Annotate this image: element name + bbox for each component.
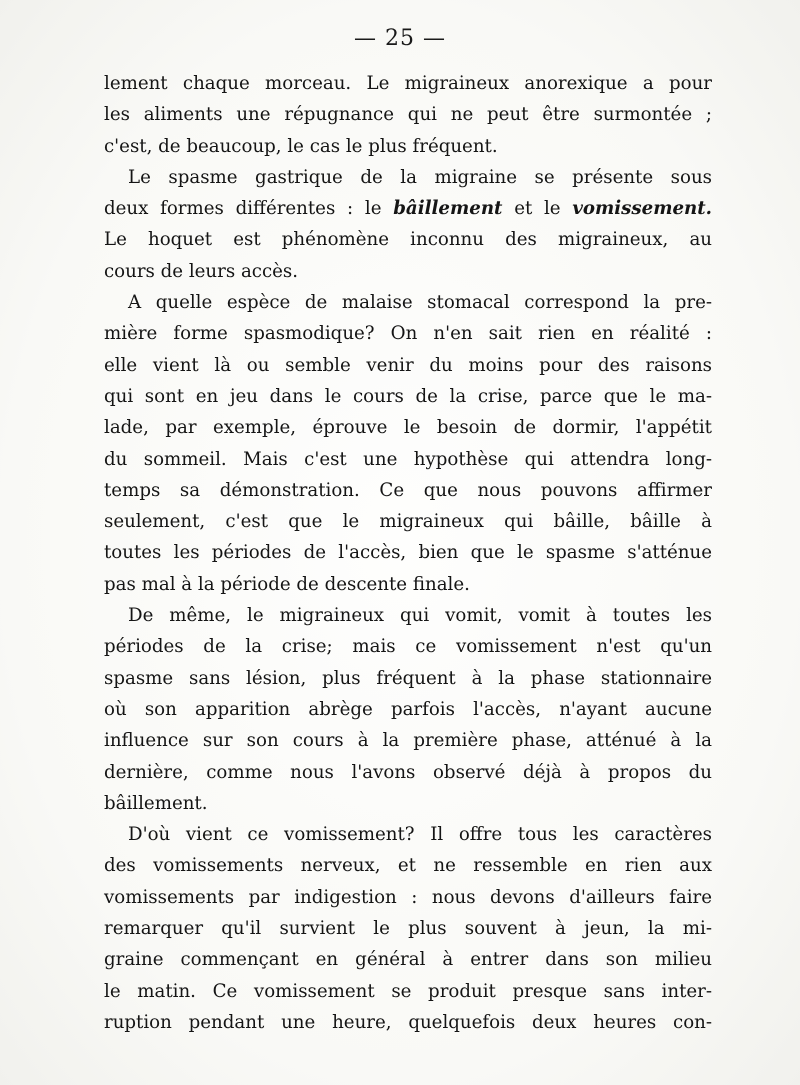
text-line: toutes les périodes de l'accès, bien que le spasme s'atténue (104, 542, 712, 564)
text-line: spasme sans lésion, plus fréquent à la phase stationnaire (104, 667, 712, 689)
text-line: des vomissements nerveux, et ne ressemble en rien aux (104, 855, 712, 877)
text-line: bâillement. (104, 792, 208, 814)
text-line: du sommeil. Mais c'est une hypothèse qui attendra long- (104, 448, 712, 470)
text-line: elle vient là ou semble venir du moins pour des raisons (104, 354, 712, 376)
text-line: qui sont en jeu dans le cours de la crise, parce que le ma- (104, 385, 712, 407)
text-line: c'est, de beaucoup, le cas le plus fréquent. (104, 135, 498, 157)
emphasis-text: bâillement (393, 198, 503, 220)
text-line: lade, par exemple, éprouve le besoin de dormir, l'appétit (104, 417, 712, 439)
text-line: périodes de la crise; mais ce vomissement n'est qu'un (104, 636, 712, 658)
text-line: lement chaque morceau. Le migraineux anorexique a pour (104, 73, 712, 94)
paragraph-start-line: De même, le migraineux qui vomit, vomit à toutes les (128, 605, 712, 627)
text-line: mière forme spasmodique? On n'en sait rien en réalité : (104, 323, 712, 345)
text-line: les aliments une répugnance qui ne peut être surmontée ; (104, 104, 712, 126)
text-line: deux formes différentes : le bâillement et le vomissement. (104, 198, 712, 220)
text-line: vomissements par indigestion : nous devons d'ailleurs faire (104, 886, 712, 908)
text-line: pas mal à la période de descente finale. (104, 573, 470, 595)
paragraph-start-line: A quelle espèce de malaise stomacal correspond la pre- (128, 292, 712, 314)
text-line: temps sa démonstration. Ce que nous pouvons affirmer (104, 479, 712, 501)
text-line: influence sur son cours à la première phase, atténué à la (104, 730, 712, 752)
text-line: Le hoquet est phénomène inconnu des migraineux, au (104, 229, 712, 251)
text-line: dernière, comme nous l'avons observé déjà à propos du (104, 761, 712, 783)
text-line: graine commençant en général à entrer dans son milieu (104, 949, 712, 971)
text-line: remarquer qu'il survient le plus souvent à jeun, la mi- (104, 918, 712, 940)
text-line: ruption pendant une heure, quelquefois deux heures con- (104, 1011, 712, 1033)
body-text (104, 68, 712, 1038)
paragraph-start-line: Le spasme gastrique de la migraine se présente sous (128, 166, 712, 188)
emphasis-text: vomissement. (572, 198, 712, 220)
text-line: où son apparition abrège parfois l'accès, n'ayant aucune (104, 698, 712, 720)
text-line: le matin. Ce vomissement se produit presque sans inter- (104, 980, 712, 1002)
page-number: — 25 — (354, 26, 446, 51)
paragraph-start-line: D'où vient ce vomissement? Il offre tous les caractères (128, 824, 712, 846)
text-line: cours de leurs accès. (104, 260, 299, 282)
text-line: seulement, c'est que le migraineux qui bâille, bâille à (104, 511, 712, 533)
